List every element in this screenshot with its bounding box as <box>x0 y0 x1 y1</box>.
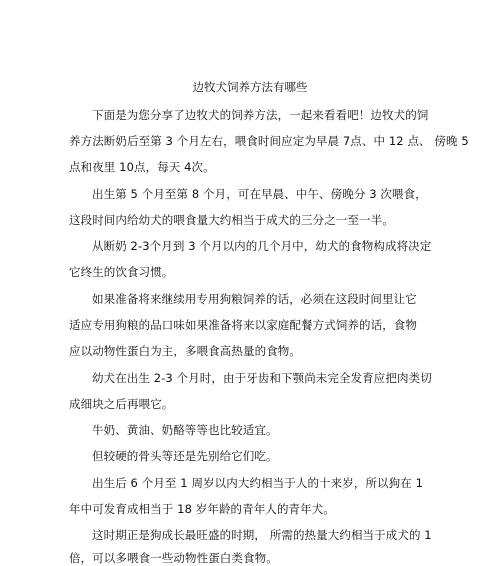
paragraph-line: 适应专用狗粮的品口味如果准备将来以家庭配餐方式饲养的话，食物 <box>69 318 417 332</box>
paragraph-line: 出生第 5 个月至第 8 个月，可在早晨、中午、傍晚分 3 次喂食， <box>92 187 427 201</box>
paragraph-line: 养方法断奶后至第 3 个月左右，喂食时间应定为早晨 7点、中 12 点、 傍晚 5 <box>69 134 469 148</box>
paragraph-line: 出生后 6 个月至 1 周岁以内大约相当于人的十来岁，所以狗在 1 <box>92 476 424 490</box>
paragraph-line: 从断奶 2-3个月到 3 个月以内的几个月中，幼犬的食物构成将决定 <box>92 239 432 253</box>
paragraph-line: 如果准备将来继续用专用狗粮饲养的话，必须在这段时间里让它 <box>92 292 417 306</box>
paragraph-line: 它终生的饮食习惯。 <box>69 265 174 279</box>
document-title: 边牧犬饲养方法有哪些 <box>192 80 308 94</box>
paragraph-line: 这段时间内给幼犬的喂食量大约相当于成犬的三分之一至一半。 <box>69 213 394 227</box>
paragraph-line: 倍，可以多喂食一些动物性蛋白类食物。 <box>69 551 278 565</box>
paragraph-line: 年中可发育成相当于 18 岁年龄的青年人的青年犬。 <box>69 502 335 516</box>
paragraph-line: 幼犬在出生 2-3 个月时，由于牙齿和下颚尚未完全发育应把肉类切 <box>92 371 432 385</box>
paragraph-line: 这时期正是狗成长最旺盛的时期， 所需的热量大约相当于成犬的 1 <box>92 528 432 542</box>
paragraph-line: 成细块之后再喂它。 <box>69 397 174 411</box>
paragraph-line: 点和夜里 10点，每天 4次。 <box>69 160 215 174</box>
paragraph-line: 应以动物性蛋白为主，多喂食高热量的食物。 <box>69 344 301 358</box>
paragraph-line: 下面是为您分享了边牧犬的饲养方法，一起来看看吧！边牧犬的饲 <box>92 108 429 122</box>
paragraph-line: 牛奶、黄油、奶酪等等也比较适宜。 <box>92 423 278 437</box>
paragraph-line: 但较硬的骨头等还是先别给它们吃。 <box>92 449 278 463</box>
